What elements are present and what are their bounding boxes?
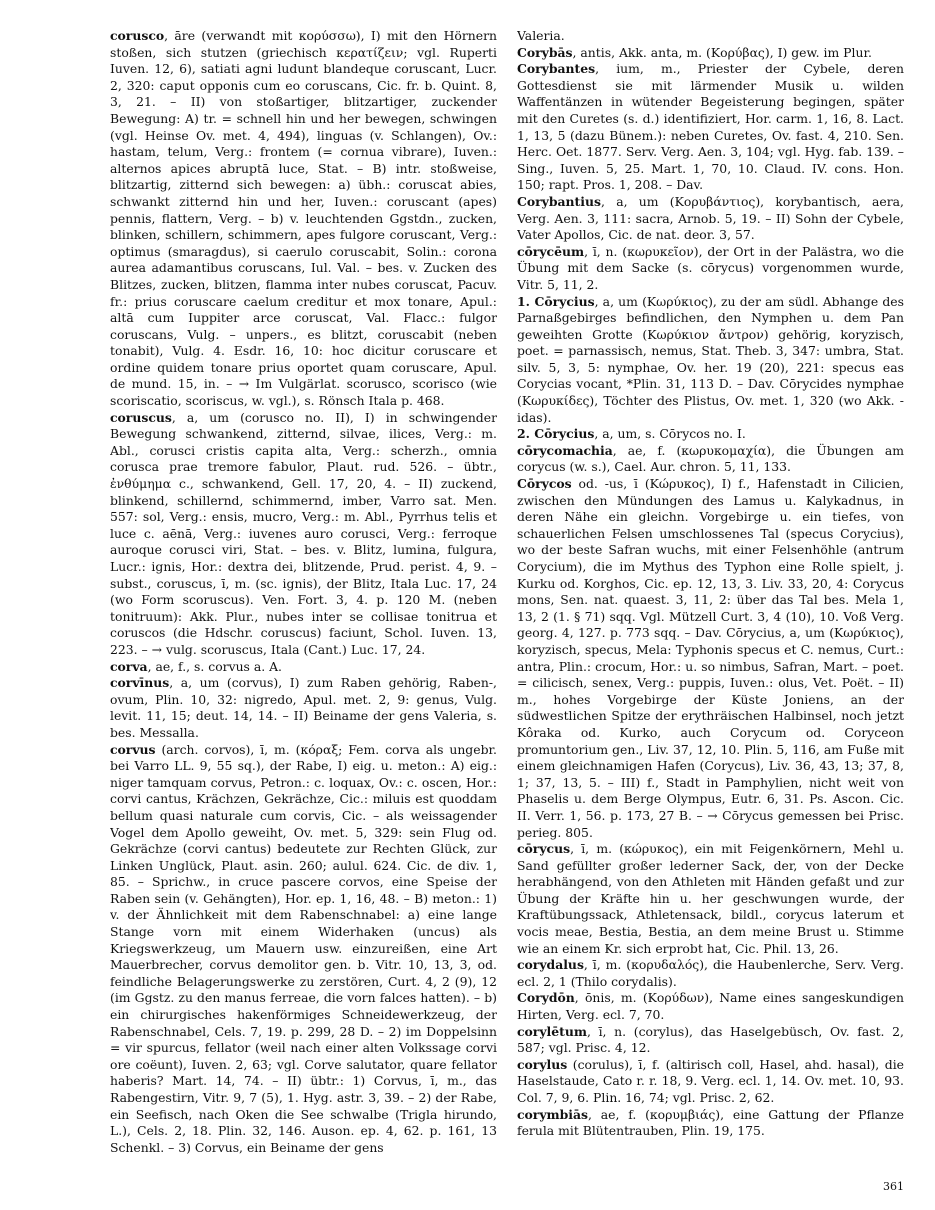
entry-headword: cōrycomachia — [517, 442, 613, 458]
dictionary-entry — [517, 476, 904, 841]
entry-headword: corylētum — [517, 1023, 587, 1039]
entry-headword: Corybās — [517, 44, 573, 60]
entry-headword: cōrycēum — [517, 243, 585, 259]
entry-headword: cōrycus — [517, 841, 571, 857]
entry-headword: corydalus — [517, 957, 584, 973]
left-column — [110, 28, 497, 1156]
dictionary-entry — [517, 841, 904, 957]
dictionary-entry — [110, 675, 497, 741]
entry-text: , antis, Akk. anta, m. (Κορύβας), I) gew. im Plur. — [572, 44, 872, 60]
entry-text: , ī, n. (κωρυκεῖον), der Ort in der Palästra, wo die Übung mit dem Sacke (s. cōrycus) vorgenommen wurde, Vitr. 5, 11, 2. — [517, 243, 904, 292]
dictionary-entry — [517, 443, 904, 476]
entry-text: (arch. corvos), ī, m. (κόραξ; Fem. corva als ungebr. bei Varro LL. 9, 55 sq.), der Rabe, I) eig. u. meton.: A) eig.: niger tamquam corvus, Petron.: c. loquax, Ov.: c. oscen, Hor.: corvi cantus, Krächzen, Gekrächze, Cic.: miluis est quoddam bellum quasi naturale cum corvis, Cic. – als weissagender Vogel dem Apollo geweiht, Ov. met. 5, 329: sein Flug od. Gekrächze (corvi cantus) bedeutete zur Rechten Glück, zur Linken Unglück, Plaut. asin. 260; aulul. 624. Cic. de div. 1, 85. – Sprichw., in cruce pascere corvos, eine Speise der Raben sein (v. Gehängten), Hor. ep. 1, 16, 48. – B) meton.: 1) v. der Ähnlichkeit mit dem Rabenschnabel: a) eine lange Stange vorn mit einem Widerhaken (uncus) als Kriegswerkzeug, um Mauern usw. einzureißen, eine Art Mauerbrecher, corvus demolitor gen. b. Vitr. 10, 13, 3, od. feindliche Belagerungswerke zu zerstören, Curt. 4, 2 (9), 12 (im Ggstz. zu den manus ferreae, die vorn falces hatten). – b) ein chirurgisches hakenförmiges Schneidewerkzeug, der Rabenschnabel, Cels. 7, 19. p. 299, 28 D. – 2) im Doppelsinn = vir spurcus, fellator (weil nach einer alten Volkssage corvi ore coëunt), Iuven. 2, 63; vgl. Corve salutator, quare fellator haberis? Mart. 14, 74. – II) übtr.: 1) Corvus, ī, m., das Rabengestirn, Vitr. 9, 7 (5), 1. Hyg. astr. 3, 39. – 2) der Rabe, ein Seefisch, nach Oken die See schwalbe (Trigla hirundo, L.), Cels. 2, 18. Plin. 32, 146. Auson. ep. 4, 62. p. 161, 13 Schenkl. – 3) Corvus, ein Beiname der gens — [110, 741, 497, 1155]
entry-headword: corymbiās — [517, 1106, 589, 1122]
entry-headword: corva — [110, 658, 148, 674]
entry-text: , ium, m., Priester der Cybele, deren Gottesdienst sie mit lärmender Musik u. wilden Waffentänzen in wütender Begeisterung begingen, später mit den Curetes (s. d.) identifiziert, Hor. carm. 1, 16, 8. Lact. 1, 13, 5 (dazu Bünem.): neben Curetes, Ov. fast. 4, 210. Sen. Herc. Oet. 1877. Serv. Verg. Aen. 3, 104; vgl. Hyg. fab. 139. – Sing., Iuven. 5, 25. Mart. 1, 70, 10. Claud. IV. cons. Hon. 150; rapt. Pros. 1, 208. – Dav. — [517, 61, 904, 193]
entry-text: , a, um, s. Cōrycos no. I. — [594, 426, 746, 442]
dictionary-entry — [517, 426, 904, 443]
entry-headword: corylus — [517, 1056, 568, 1072]
entry-headword: corusco — [110, 28, 165, 43]
entry-text: , a, um (Κωρύκιος), zu der am südl. Abhange des Parnaßgebirges befindlichen, den Nymphen u. dem Pan geweihten Grotte (Κωρύκιον ἄντρον) gehörig, koryzisch, poet. = parnassisch, nemus, Stat. Theb. 3, 347: umbra, Stat. silv. 5, 3, 5: nymphae, Ov. her. 19 (20), 221: specus eas Corycias vocant, *Plin. 31, 113 D. – Dav. Cōrycides nymphae (Κωρυκίδες), Töchter des Plistus, Ov. met. 1, 320 (wo Akk. -idas). — [517, 293, 904, 425]
entry-text: (corulus), ī, f. (altirisch coll, Hasel, ahd. hasal), die Haselstaude, Cato r. r. 18, 9. Verg. ecl. 1, 14. Ov. met. 10, 93. Col. 7, 9, 6. Plin. 16, 74; vgl. Prisc. 2, 62. — [517, 1056, 904, 1105]
dictionary-entry — [517, 28, 904, 45]
entry-headword: coruscus — [110, 409, 172, 425]
page-number: 361 — [883, 1180, 904, 1193]
entry-text: , ī, n. (corylus), das Haselgebüsch, Ov. fast. 2, 587; vgl. Prisc. 4, 12. — [517, 1023, 904, 1056]
dictionary-entry — [517, 990, 904, 1023]
entry-text: Valeria. — [517, 28, 565, 43]
entry-text: , a, um (corvus), I) zum Raben gehörig, Raben-, ovum, Plin. 10, 32: nigredo, Apul. met. 2, 9: genus, Vulg. levit. 11, 15; deut. 14, 14. – II) Beiname der gens Valeria, s. bes. Messalla. — [110, 675, 497, 740]
entry-headword: 2. Cōrycius — [517, 426, 595, 442]
dictionary-entry — [517, 1024, 904, 1057]
entry-text: , ae, f. (κωρυκομαχία), die Übungen am corycus (w. s.), Cael. Aur. chron. 5, 11, 133. — [517, 442, 904, 475]
entry-headword: Cōrycos — [517, 476, 572, 492]
dictionary-entry — [517, 294, 904, 427]
dictionary-entry — [110, 742, 497, 1157]
dictionary-entry — [517, 957, 904, 990]
dictionary-entry — [517, 1107, 904, 1140]
entry-text: od. -us, ī (Κώρυκος), I) f., Hafenstadt in Cilicien, zwischen den Mündungen des Lamus u. Kalykadnus, in deren Nähe ein gleichn. Vorgebirge u. ein tiefes, von schauerlichen Felsen umschlossenes Tal (specus Corycius), wo der beste Safran wuchs, mit einer Felsenhöhle (antrum Corycium), die im Mythus des Typhon eine Rolle spielt, j. Kurku od. Korghos, Cic. ep. 12, 13, 3. Liv. 33, 20, 4: Corycus mons, Sen. nat. quaest. 3, 11, 2: über das Tal bes. Mela 1, 13, 2 (1. § 71) sqq. Vgl. Mützell Curt. 3, 4 (10), 10. Voß Verg. georg. 4, 127. p. 773 sqq. – Dav. Cōrycius, a, um (Κωρύκιος), koryzisch, specus, Mela: Typhonis specus et C. nemus, Curt.: antra, Plin.: crocum, Hor.: u. so nimbus, Safran, Mart. – poet. = cilicisch, senex, Verg.: puppis, Iuven.: olus, Vet. Poët. – II) m., hohes Vorgebirge der Küste Joniens, an der südwestlichen Spitze der erythräischen Halbinsel, noch jetzt Kôraka od. Kurko, auch Corycum od. Coryceon promuntorium gen., Liv. 37, 12, 10. Plin. 5, 116, am Fuße mit einem gleichnamigen Hafen (Corycus), Liv. 36, 43, 13; 37, 8, 1; 37, 13, 5. – III) f., Stadt in Pamphylien, nicht weit von Phaselis u. dem Berge Olympus, Eutr. 6, 31. Ps. Ascon. Cic. II. Verr. 1, 56. p. 173, 27 B. – → Cōrycus gemessen bei Prisc. perieg. 805. — [517, 476, 904, 840]
dictionary-entry — [517, 45, 904, 62]
entry-text: , ōnis, m. (Κορύδων), Name eines sangeskundigen Hirten, Verg. ecl. 7, 70. — [517, 990, 904, 1023]
entry-text: , ī, m. (κορυδαλός), die Haubenlerche, Serv. Verg. ecl. 2, 1 (Thilo corydalis). — [517, 957, 904, 989]
entry-text: , a, um (corusco no. II), I) in schwingender Bewegung schwankend, zitternd, silvae, ilices, Verg.: m. Abl., corusci cristis capita alta, Verg.: scherzh., omnia coruscа prae tremore fabulor, Plaut. rud. 526. – übtr., ἐνθύμημα c., schwankend, Gell. 17, 20, 4. – II) zuckend, blinkend, schillernd, schimmernd, imber, Varro sat. Men. 557: sol, Verg.: ensis, mucro, Verg.: m. Abl., Pyrrhus telis et luce c. aēnā, Verg.: iuvenes auro corusci, Verg.: ferroque auroque corusci viri, Stat. – bes. v. Blitz, lumina, fulgura, Lucr.: ignis, Hor.: dextra dei, blitzende, Prud. perist. 4, 9. – subst., coruscus, ī, m. (sc. ignis), der Blitz, Itala Luc. 17, 24 (wo Form scoruscus). Ven. Fort. 3, 4. p. 120 M. (neben tonitruum): Akk. Plur., nubes inter se collisae tonitrua et coruscos (die Hdschr. coruscus) faciunt, Schol. Iuven. 13, 223. – → vulg. scoruscus, Itala (Cant.) Luc. 17, 24. — [110, 409, 497, 657]
entry-headword: Corybantius — [517, 193, 601, 209]
entry-text: , a, um (Κορυβάντιος), korybantisch, aera, Verg. Aen. 3, 111: sacra, Arnob. 5, 19. – II) Sohn der Cybele, Vater Apollos, Cic. de nat. deor. 3, 57. — [517, 193, 904, 243]
entry-headword: 1. Cōrycius — [517, 293, 595, 309]
right-column — [517, 28, 904, 1140]
dictionary-entry — [110, 410, 497, 659]
entry-text: , ae, f. (κορυμβιάς), eine Gattung der Pflanze ferula mit Blütentrauben, Plin. 19, 175. — [517, 1106, 904, 1139]
entry-headword: Corydōn — [517, 990, 575, 1006]
entry-headword: corvus — [110, 741, 156, 757]
entry-text: , ī, m. (κώρυκος), ein mit Feigenkörnern, Mehl u. Sand gefüllter großer lederner Sack, der, von der Decke herabhängend, von den Athleten mit Händen gefaßt und zur Übung der Kräfte hin u. her geschwungen wurde, der Kraftübungssack, Athletensack, bildl., corycus laterum et vocis meae, Bestia, Bestia, an dem meine Brust u. Stimme wie an einem Kr. sich erprobt hat, Cic. Phil. 13, 26. — [517, 841, 904, 956]
dictionary-entry — [517, 194, 904, 244]
dictionary-entry — [110, 28, 497, 410]
entry-text: , ae, f., s. corvus a. A. — [147, 658, 282, 674]
entry-text: , āre (verwandt mit κορύσσω), I) mit den Hörnern stoßen, sich stutzen (griechisch κερατίζειν; vgl. Ruperti Iuven. 12, 6), satiati agni ludunt blandeque coruscant, Lucr. 2, 320: caput opponis cum eo coruscans, Cic. fr. b. Quint. 8, 3, 21. – II) von stoßartiger, blitzartiger, zuckender Bewegung: A) tr. = schnell hin und her bewegen, schwingen (vgl. Heinse Ov. met. 4, 494), linguas (v. Schlangen), Ov.: hastam, telum, Verg.: frontem (= cornua vibrare), Iuven.: alternos apices abruptā luce, Stat. – B) intr. stoßweise, blitzartig, zitternd sich bewegen: a) übh.: coruscat abies, schwankt zitternd hin und her, Iuven.: coruscant (apes) pennis, flattern, Verg. – b) v. leuchtenden Ggstdn., zucken, blinken, schillern, schimmern, apes fulgore coruscant, Verg.: optimus (smaragdus), si caerulo coruscabit, Solin.: corona aurea adamantibus coruscans, Iul. Val. – bes. v. Zucken des Blitzes, zucken, blitzen, flamma inter nubes coruscat, Pacuv. fr.: prius coruscare caelum creditur et mox tonare, Apul.: altā cum Iuppiter arce coruscat, Val. Flacc.: fulgor coruscans, Vulg. – unpers., es blitzt, coruscabit (neben tonabit), Vulg. 4. Esdr. 16, 10: hoc dicitur coruscare et ordine quidem tonare prius oportet quam coruscare, Apul. de mund. 15, in. – → Im Vulgärlat. scorusco, scorisco (wie scoriscatio, scoriscus, w. vgl.), s. Rönsch Itala p. 468. — [110, 28, 497, 409]
dictionary-entry — [517, 1057, 904, 1107]
dictionary-entry — [517, 244, 904, 294]
dictionary-entry — [110, 659, 497, 676]
dictionary-entry — [517, 61, 904, 194]
entry-headword: Corybantes — [517, 61, 596, 77]
entry-headword: corvīnus — [110, 675, 170, 691]
